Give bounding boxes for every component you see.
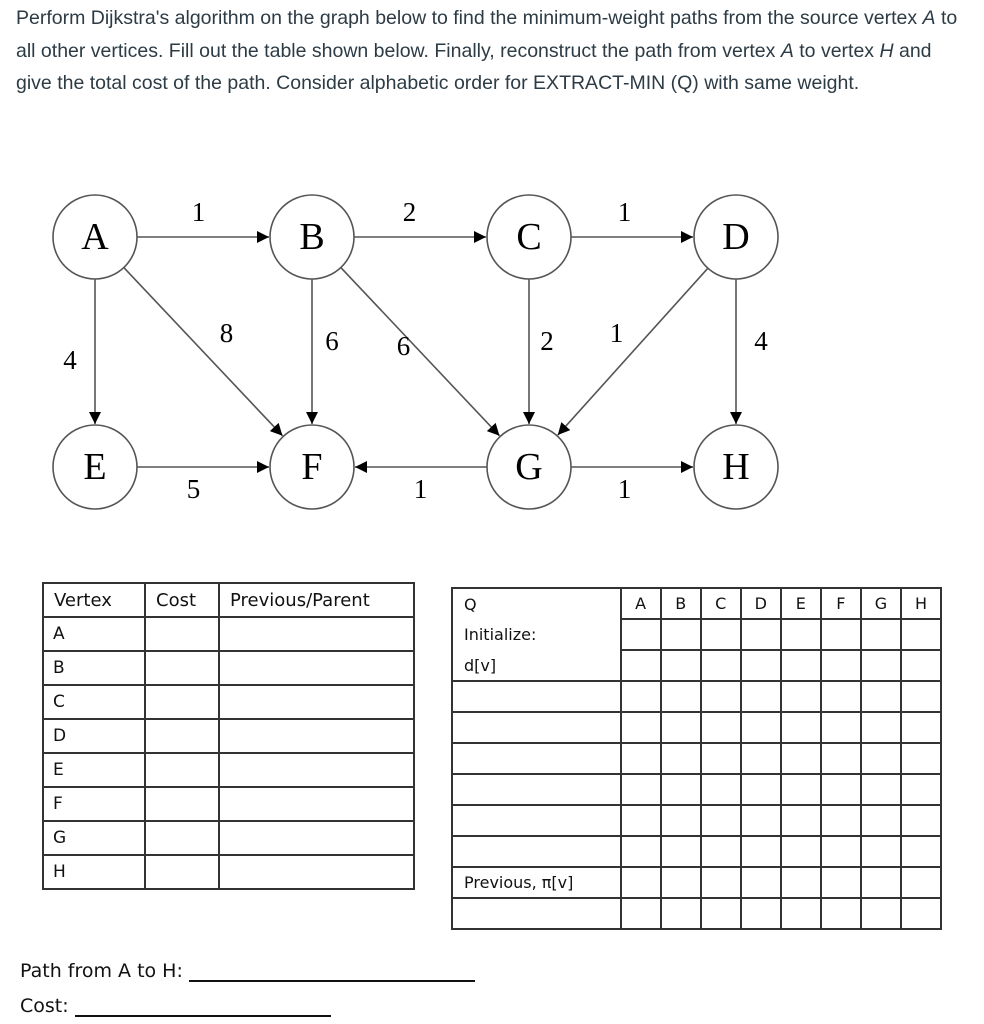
node-label-d: D (722, 216, 750, 258)
path-label: Path from A to H: (20, 960, 183, 982)
queue-cell[interactable] (901, 619, 941, 650)
queue-cell[interactable] (901, 836, 941, 867)
prompt-source-vertex: A (922, 7, 936, 29)
table-row (452, 743, 941, 774)
queue-row-label (452, 774, 621, 805)
edge-b-g (341, 268, 500, 436)
queue-row-label (452, 681, 621, 712)
edge-weight-d-g: 1 (609, 318, 624, 348)
cost-cell[interactable] (145, 787, 219, 821)
queue-row-label: Initialize: (452, 619, 621, 650)
table-row (452, 681, 941, 712)
queue-cell[interactable] (741, 867, 781, 898)
queue-row-label: Previous, π[v] (452, 867, 621, 898)
node-label-h: H (722, 446, 750, 488)
queue-cell[interactable] (661, 774, 701, 805)
node-label-b: B (299, 216, 325, 258)
queue-cell[interactable] (781, 774, 821, 805)
queue-column-header: G (861, 588, 901, 619)
queue-cell[interactable] (861, 805, 901, 836)
queue-cell[interactable] (821, 650, 861, 681)
queue-row-label (452, 805, 621, 836)
queue-row-label (452, 712, 621, 743)
graph-diagram (0, 170, 984, 540)
table-row (43, 753, 414, 787)
queue-cell[interactable] (741, 743, 781, 774)
queue-cell[interactable] (701, 774, 741, 805)
edge-weight-g-h: 1 (617, 474, 632, 504)
edge-weight-b-f: 6 (325, 326, 339, 356)
edge-d-g (558, 268, 708, 435)
vertex-cell: D (43, 719, 145, 753)
queue-cell[interactable] (861, 619, 901, 650)
queue-cell[interactable] (621, 805, 661, 836)
queue-cell[interactable] (661, 836, 701, 867)
queue-cell[interactable] (901, 774, 941, 805)
queue-cell[interactable] (861, 712, 901, 743)
queue-init-row (452, 619, 941, 650)
queue-cell[interactable] (741, 681, 781, 712)
queue-cell[interactable] (621, 619, 661, 650)
queue-table (451, 587, 942, 930)
table-row (43, 821, 414, 855)
prompt-text-4: and give the total cost of the path. Consider alphabetic order for EXTRACT-MIN (Q) with same weight. (16, 39, 932, 94)
table-row (43, 719, 414, 753)
queue-cell[interactable] (781, 867, 821, 898)
queue-cell[interactable] (661, 867, 701, 898)
parent-cell[interactable] (219, 787, 414, 821)
vertex-table-header (43, 583, 414, 617)
queue-cell[interactable] (701, 650, 741, 681)
cost-cell[interactable] (145, 719, 219, 753)
queue-cell[interactable] (781, 805, 821, 836)
queue-cell[interactable] (901, 867, 941, 898)
queue-cell[interactable] (821, 836, 861, 867)
queue-column-header: C (701, 588, 741, 619)
vertex-cell: G (43, 821, 145, 855)
queue-cell[interactable] (821, 619, 861, 650)
node-label-e: E (83, 446, 107, 488)
queue-cell[interactable] (741, 650, 781, 681)
queue-cell[interactable] (701, 836, 741, 867)
cost-cell[interactable] (145, 651, 219, 685)
queue-cell[interactable] (821, 774, 861, 805)
queue-row-label (452, 743, 621, 774)
cost-label: Cost: (20, 995, 69, 1017)
path-answer-blank[interactable] (189, 958, 475, 982)
queue-cell[interactable] (741, 898, 781, 929)
queue-cell[interactable] (701, 681, 741, 712)
edge-weight-a-f: 8 (219, 318, 234, 348)
prompt-text-1: Perform Dijkstra's algorithm on the graph below to find the minimum-weight paths from the source vertex (16, 7, 923, 29)
queue-cell[interactable] (701, 898, 741, 929)
queue-cell[interactable] (781, 712, 821, 743)
queue-cell[interactable] (781, 650, 821, 681)
table-row (43, 651, 414, 685)
queue-cell[interactable] (861, 836, 901, 867)
queue-cell[interactable] (861, 898, 901, 929)
queue-cell[interactable] (821, 743, 861, 774)
queue-cell[interactable] (861, 867, 901, 898)
queue-cell[interactable] (621, 743, 661, 774)
queue-cell[interactable] (781, 898, 821, 929)
queue-column-header: B (661, 588, 701, 619)
queue-cell[interactable] (901, 743, 941, 774)
path-answer (20, 958, 475, 982)
queue-cell[interactable] (701, 743, 741, 774)
queue-cell[interactable] (861, 650, 901, 681)
queue-cell[interactable] (901, 681, 941, 712)
queue-cell[interactable] (861, 774, 901, 805)
cost-cell[interactable] (145, 855, 219, 889)
edge-weight-e-f: 5 (186, 474, 201, 504)
vertex-cell: C (43, 685, 145, 719)
parent-cell[interactable] (219, 821, 414, 855)
vertex-table-header-cell: Cost (145, 583, 219, 617)
parent-cell[interactable] (219, 855, 414, 889)
queue-cell[interactable] (621, 867, 661, 898)
edge-weight-b-c: 2 (402, 197, 417, 227)
queue-cell[interactable] (661, 898, 701, 929)
vertex-cell: B (43, 651, 145, 685)
table-row (43, 617, 414, 651)
cost-cell[interactable] (145, 821, 219, 855)
queue-cell[interactable] (701, 619, 741, 650)
queue-cell[interactable] (621, 898, 661, 929)
queue-cell[interactable] (781, 681, 821, 712)
queue-cell[interactable] (901, 898, 941, 929)
queue-cell[interactable] (861, 743, 901, 774)
queue-column-header: H (901, 588, 941, 619)
queue-cell[interactable] (901, 805, 941, 836)
queue-cell[interactable] (821, 805, 861, 836)
queue-cell[interactable] (781, 619, 821, 650)
prompt-text-2: to all other vertices. Fill out the table shown below. Finally, reconstruct the path from vertex (16, 7, 958, 62)
queue-cell[interactable] (781, 836, 821, 867)
queue-cell[interactable] (861, 681, 901, 712)
cost-answer (20, 993, 331, 1017)
queue-cell[interactable] (661, 743, 701, 774)
table-row (452, 898, 941, 929)
queue-cell[interactable] (701, 712, 741, 743)
queue-column-header: A (621, 588, 661, 619)
edge-weight-a-e: 4 (63, 345, 77, 375)
parent-cell[interactable] (219, 753, 414, 787)
vertex-cell: F (43, 787, 145, 821)
node-label-c: C (516, 216, 542, 258)
queue-cell[interactable] (821, 867, 861, 898)
vertex-cell: E (43, 753, 145, 787)
parent-cell[interactable] (219, 719, 414, 753)
queue-cell[interactable] (741, 712, 781, 743)
queue-cell[interactable] (901, 712, 941, 743)
queue-cell[interactable] (621, 681, 661, 712)
edge-weight-g-f: 1 (413, 474, 428, 504)
queue-row-label (452, 898, 621, 929)
queue-d-row (452, 650, 941, 681)
queue-column-header: E (781, 588, 821, 619)
queue-cell[interactable] (661, 650, 701, 681)
vertex-cell: A (43, 617, 145, 651)
vertex-cost-table (42, 582, 415, 890)
table-row (43, 787, 414, 821)
queue-cell[interactable] (661, 712, 701, 743)
parent-cell[interactable] (219, 651, 414, 685)
edge-weight-d-h: 4 (754, 326, 768, 356)
queue-row-label: d[v] (452, 650, 621, 681)
queue-cell[interactable] (901, 650, 941, 681)
prompt-to-vertex: H (879, 39, 894, 62)
queue-cell[interactable] (621, 836, 661, 867)
queue-header-row (452, 588, 941, 619)
queue-cell[interactable] (621, 774, 661, 805)
queue-cell[interactable] (741, 836, 781, 867)
cost-answer-blank[interactable] (75, 993, 331, 1017)
queue-cell[interactable] (741, 619, 781, 650)
node-label-g: G (515, 446, 543, 488)
cost-cell[interactable] (145, 685, 219, 719)
node-label-f: F (301, 446, 323, 488)
vertex-cell: H (43, 855, 145, 889)
cost-cell[interactable] (145, 753, 219, 787)
parent-cell[interactable] (219, 685, 414, 719)
queue-cell[interactable] (821, 898, 861, 929)
queue-cell[interactable] (821, 681, 861, 712)
queue-column-header: F (821, 588, 861, 619)
queue-cell[interactable] (661, 681, 701, 712)
table-row (452, 712, 941, 743)
queue-row-label (452, 836, 621, 867)
queue-cell[interactable] (701, 867, 741, 898)
queue-column-header: D (741, 588, 781, 619)
queue-cell[interactable] (661, 805, 701, 836)
edge-weight-c-d: 1 (617, 197, 632, 227)
queue-cell[interactable] (741, 774, 781, 805)
parent-cell[interactable] (219, 617, 414, 651)
edge-weight-a-b: 1 (191, 197, 206, 227)
queue-cell[interactable] (661, 619, 701, 650)
edge-weight-c-g: 2 (540, 326, 554, 356)
node-label-a: A (81, 216, 109, 258)
queue-cell[interactable] (781, 743, 821, 774)
edge-a-f (124, 268, 283, 436)
table-row (452, 774, 941, 805)
question-prompt (16, 2, 971, 100)
queue-cell[interactable] (741, 805, 781, 836)
prompt-from-vertex: A (780, 39, 794, 62)
prompt-text-3: to vertex (793, 39, 880, 62)
queue-cell[interactable] (621, 712, 661, 743)
queue-cell[interactable] (701, 805, 741, 836)
vertex-table-header-cell: Previous/Parent (219, 583, 414, 617)
edge-weight-b-g: 6 (396, 331, 411, 361)
table-row (43, 685, 414, 719)
vertex-table-header-cell: Vertex (43, 583, 145, 617)
queue-cell[interactable] (621, 650, 661, 681)
table-row (43, 855, 414, 889)
queue-previous-row (452, 867, 941, 898)
queue-row-label: Q (452, 588, 621, 619)
table-row (452, 836, 941, 867)
cost-cell[interactable] (145, 617, 219, 651)
table-row (452, 805, 941, 836)
queue-cell[interactable] (821, 712, 861, 743)
